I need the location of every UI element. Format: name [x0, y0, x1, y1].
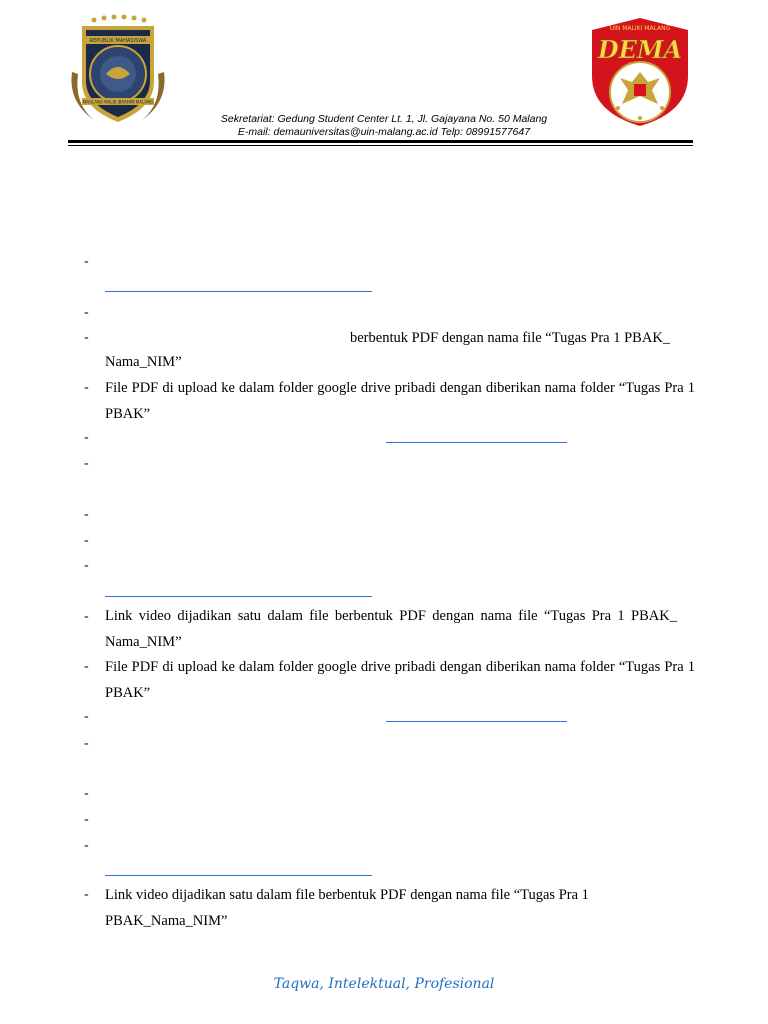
dema-garuda-emblem-icon [584, 16, 696, 128]
link-underline[interactable] [105, 875, 372, 876]
list-bullet: - [84, 659, 89, 674]
address-block [180, 113, 588, 139]
link-instruction: Link video dijadikan satu dalam file berbentuk PDF dengan nama file “Tugas Pra 1 PBAK_Nama_NIM” [105, 887, 589, 929]
list-bullet: - [84, 380, 89, 395]
upload-instruction: File PDF di upload ke dalam folder google drive pribadi dengan diberikan nama folder “Tugas Pra 1 PBAK” [105, 380, 695, 422]
pdf-instruction-partial: berbentuk PDF dengan nama file “Tugas Pra 1 PBAK_ [350, 330, 671, 346]
list-bullet: - [84, 305, 89, 320]
list-bullet: - [84, 456, 89, 471]
list-bullet: - [84, 887, 89, 902]
address-line-contact: E-mail: demauniversitas@uin-malang.ac.id Telp: 08991577647 [237, 126, 531, 138]
list-bullet: - [84, 507, 89, 522]
upload-instruction: File PDF di upload ke dalam folder google drive pribadi dengan diberikan nama folder “Tugas Pra 1 PBAK” [105, 659, 695, 701]
link-underline[interactable] [386, 442, 567, 443]
list-bullet: - [84, 709, 89, 724]
list-bullet: - [84, 838, 89, 853]
list-bullet: - [84, 736, 89, 751]
crest-text-bottom: MAULANA MALIK IBRAHIM MALANG [82, 99, 154, 105]
link-underline[interactable] [105, 596, 372, 597]
header-rule-thin [68, 145, 693, 146]
dema-text-top: UIN MALIKI MALANG [609, 25, 671, 32]
list-bullet: - [84, 812, 89, 827]
republik-mahasiswa-crest-icon [64, 12, 172, 128]
list-bullet: - [84, 330, 89, 345]
crest-text-top: REPUBLIK MAHASISWA [89, 38, 147, 44]
list-bullet: - [84, 254, 89, 269]
list-bullet: - [84, 609, 89, 624]
dema-title: DEMA [597, 35, 683, 64]
list-bullet: - [84, 558, 89, 573]
list-bullet: - [84, 786, 89, 801]
link-underline[interactable] [105, 291, 372, 292]
list-bullet: - [84, 430, 89, 445]
link-instruction: Link video dijadikan satu dalam file berbentuk PDF dengan nama file “Tugas Pra 1 PBAK_ Nama_NIM” [105, 608, 677, 650]
pdf-instruction-continued: Nama_NIM” [105, 354, 182, 370]
footer-motto: Taqwa, Intelektual, Profesional [273, 976, 495, 992]
address-line-secretariat: Sekretariat: Gedung Student Center Lt. 1, Jl. Gajayana No. 50 Malang [220, 113, 548, 125]
header-rule-thick [68, 140, 693, 143]
link-underline[interactable] [386, 721, 567, 722]
list-bullet: - [84, 533, 89, 548]
